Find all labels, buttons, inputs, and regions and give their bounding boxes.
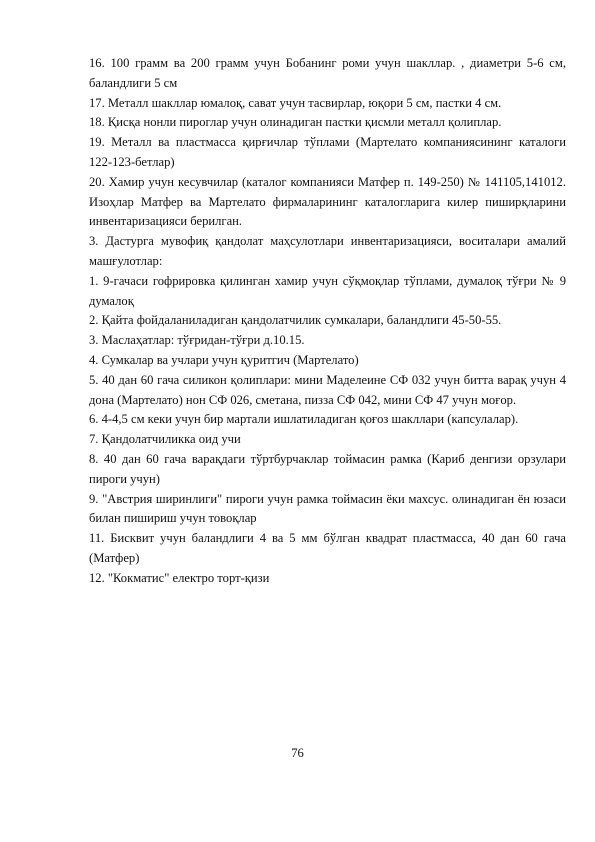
page-body [89,54,566,589]
list-item-11: 11. Бисквит учун баландлиги 4 ва 5 мм бўлган квадрат пластмасса, 40 дан 60 гача (Матфер) [89,531,566,565]
paragraph-16: 16. 100 грамм ва 200 грамм учун Бобанинг роми учун шакллар. , диаметри 5-6 см, баландлиги 5 см [89,56,566,90]
paragraph-19: 19. Металл ва пластмасса қирғичлар тўплами (Мартелато компаниясининг каталоги 122-123-бетлар) [89,135,566,169]
list-item-12: 12. "Кокматис" електро торт-қизи [89,570,270,585]
page-number: 76 [291,746,304,760]
list-item-9: 9. "Австрия ширинлиги" пироги учун рамка тоймасин ёки махсус. олинадиган ён юзаси билан пишириш учун товоқлар [89,491,566,526]
section-heading-3: 3. Дастурга мувофиқ қандолат маҳсулотлари инвентаризацияси, воситалари амалий машғулотлар: [89,234,566,268]
list-item-5: 5. 40 дан 60 гача силикон қолиплари: мини Маделеине СФ 032 учун битта варақ учун 4 дона (Мартелато) нон СФ 026, сметана, пизза СФ 042, мини СФ 47 учун моғор. [89,372,566,407]
paragraph-20: 20. Хамир учун кесувчилар (каталог компанияси Матфер п. 149-250) № 141105,141012. Изоҳлар Матфер ва Мартелато фирмаларининг каталогларига килер пиширқларини инвентаризацияси берилган. [89,174,566,229]
list-item-2: 2. Қайта фойдаланиладиган қандолатчилик сумкалари, баландлиги 45-50-55. [89,313,502,328]
paragraph-17: 17. Металл шакллар юмалоқ, сават учун тасвирлар, юқори 5 см, пастки 4 см. [89,95,502,110]
list-item-6: 6. 4-4,5 см кеки учун бир мартали ишлатиладиган қоғоз шакллари (капсулалар). [89,412,519,427]
list-item-1: 1. 9-гачаси гофрировка қилинган хамир учун сўқмоқлар тўплами, думалоқ тўғри № 9 думалоқ [89,273,566,308]
paragraph-18: 18. Қисқа нонли пироглар учун олинадиган пастки қисмли металл қолиплар. [89,115,502,130]
list-item-4: 4. Сумкалар ва учлари учун қуритгич (Мартелато) [89,352,359,367]
list-item-7: 7. Қандолатчиликка оид учи [89,432,241,447]
list-item-3: 3. Маслаҳатлар: тўғридан-тўғри д.10.15. [89,333,305,348]
list-item-8: 8. 40 дан 60 гача варақдаги тўртбурчаклар тоймасин рамка (Кариб денгизи орзулари пироги учун) [89,451,566,486]
